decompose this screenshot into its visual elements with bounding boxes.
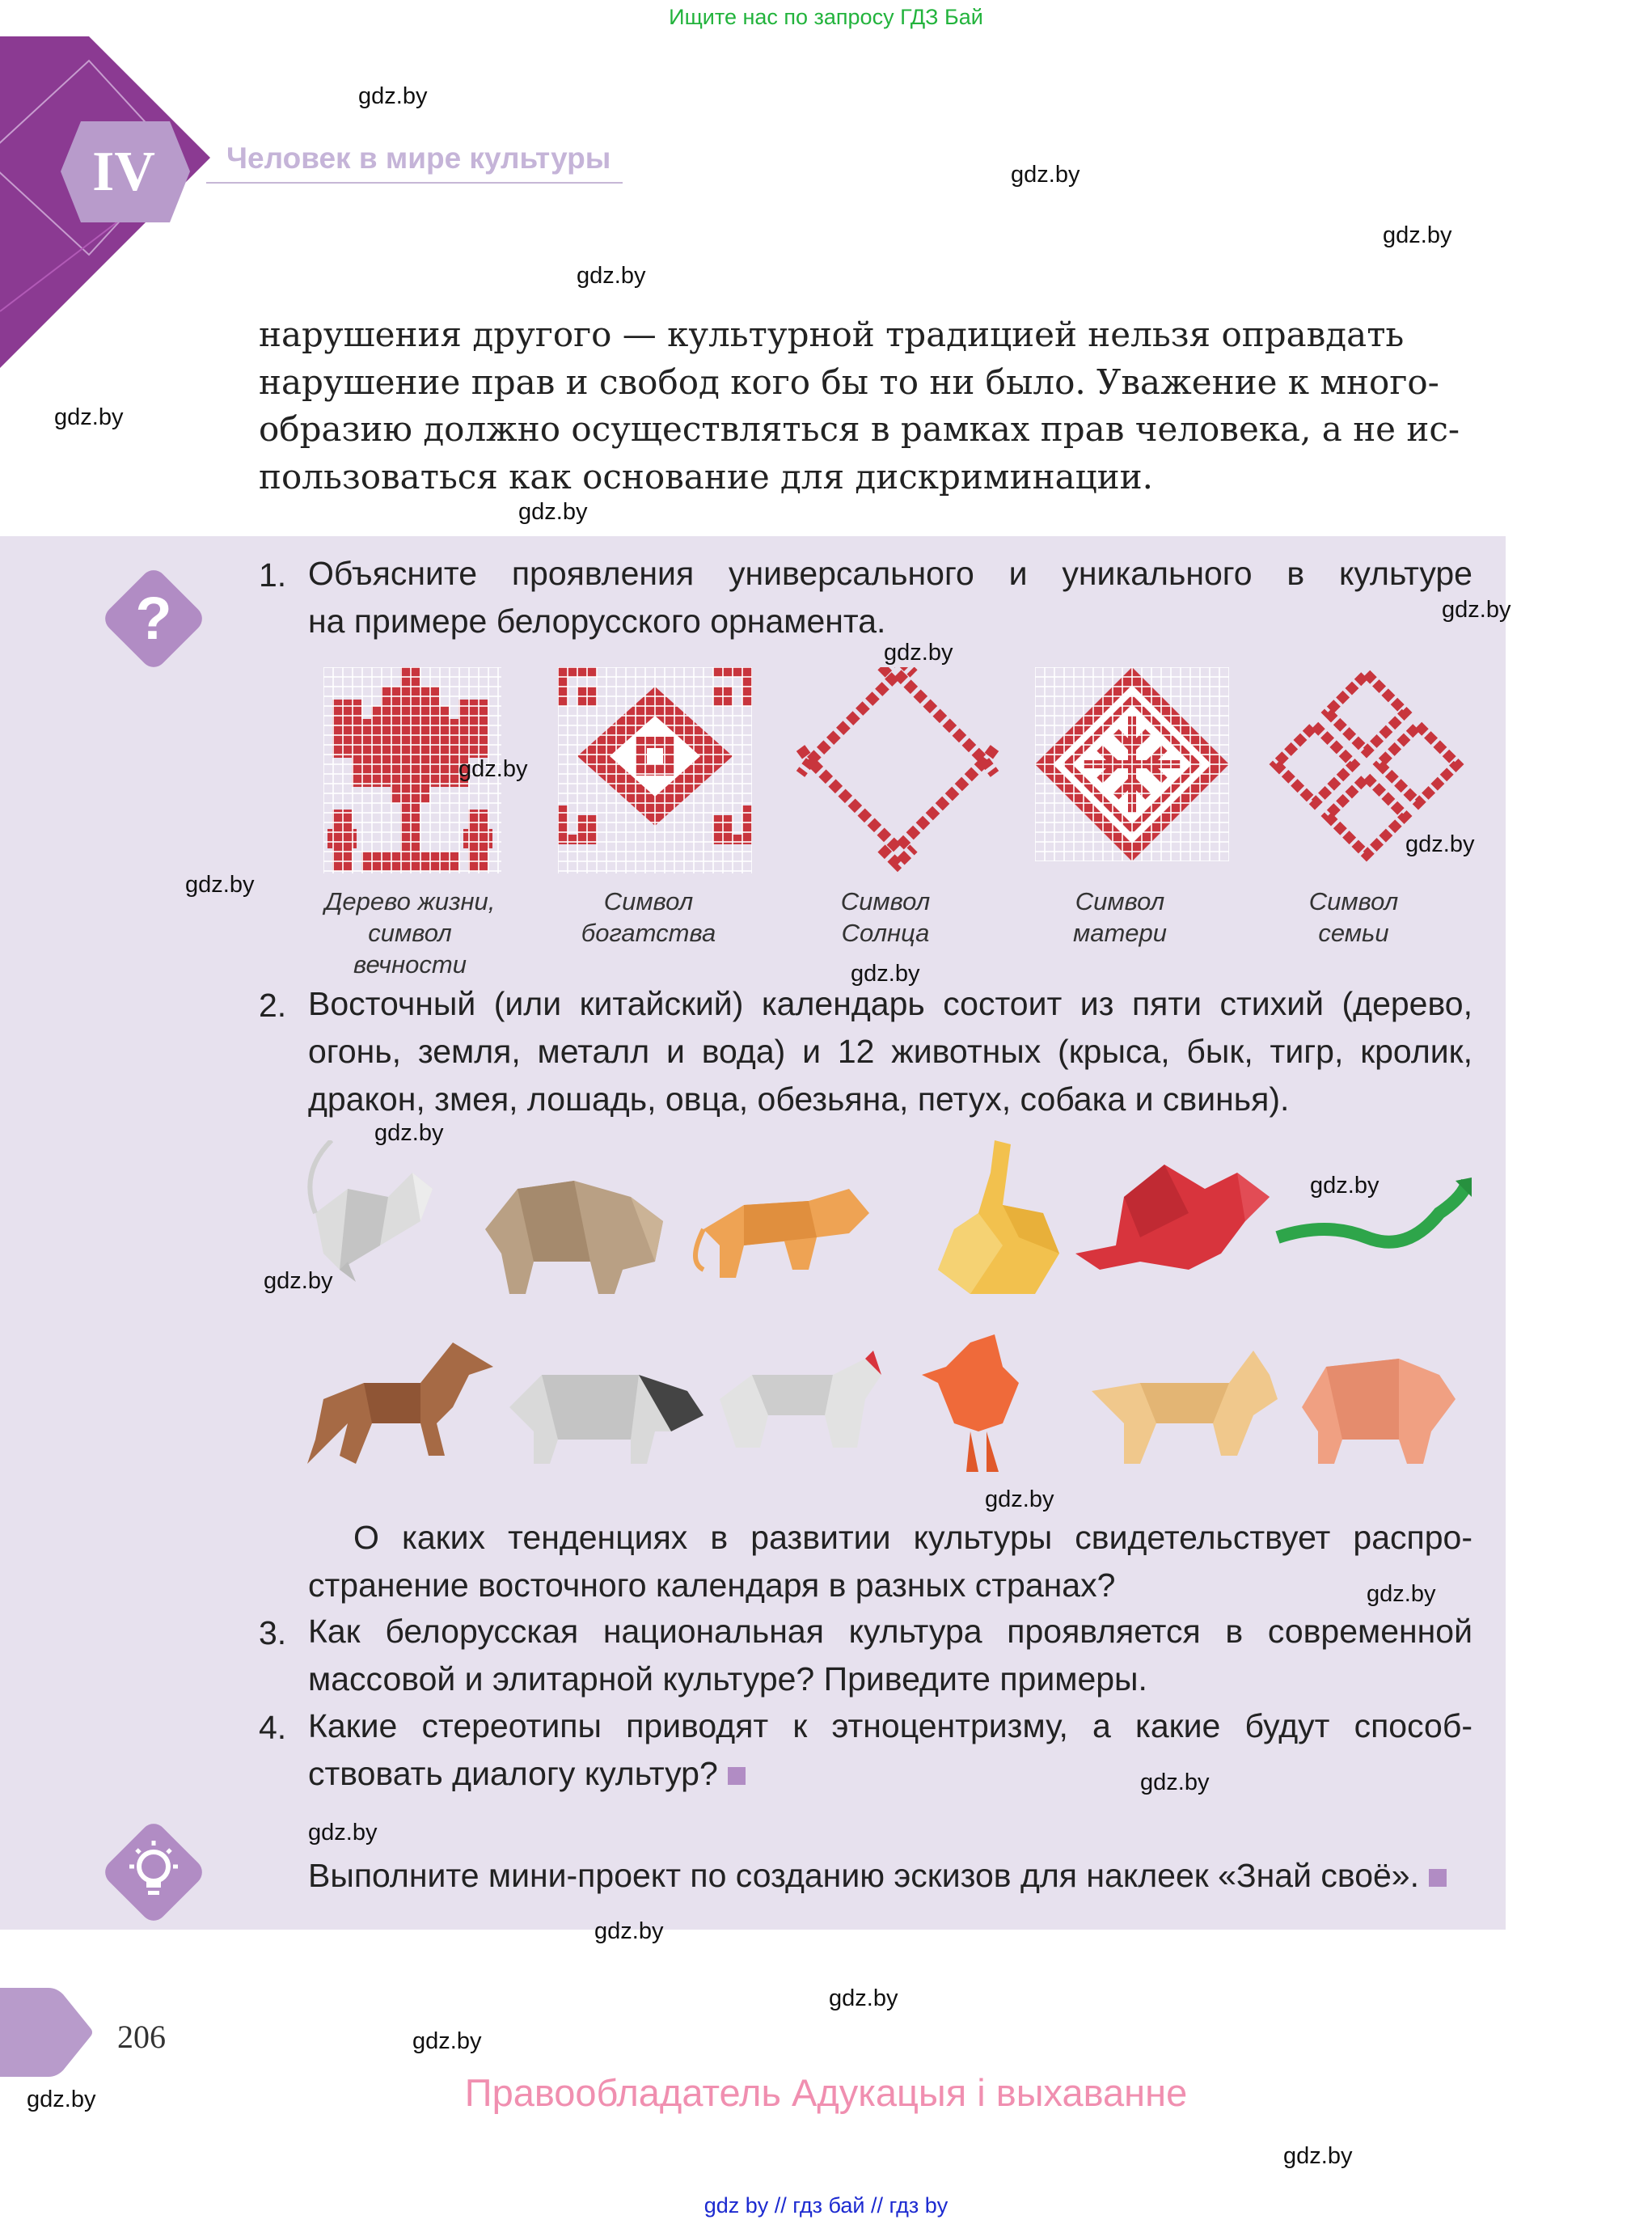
ornament-caption: Символ матери xyxy=(1072,887,1168,947)
watermark: gdz.by xyxy=(27,2087,96,2112)
watermark: gdz.by xyxy=(1011,162,1080,188)
intro-paragraph xyxy=(259,311,1506,501)
page-number-tab xyxy=(0,1988,93,2077)
watermark: gdz.by xyxy=(1140,1769,1210,1795)
ornament-mother xyxy=(1035,667,1229,861)
rat-icon xyxy=(310,1140,433,1282)
intro-line: нарушения другого — культурной традицией нельзя оправдать xyxy=(259,315,1405,354)
watermark: gdz.by xyxy=(1405,831,1475,857)
ornament-caption: Символ семьи xyxy=(1308,887,1399,947)
svg-text:?: ? xyxy=(135,585,172,652)
bottom-links[interactable]: gdz by // гдз бай // гдз by xyxy=(703,2193,949,2218)
intro-line: образию должно осуществляться в рамках прав человека, а не ис- xyxy=(259,409,1460,449)
watermark: gdz.by xyxy=(1383,222,1452,248)
pig-icon xyxy=(1302,1359,1456,1464)
ornament-caption: Дерево жизни, символ вечности xyxy=(324,887,496,979)
origami-animals-row-2 xyxy=(307,1334,1472,1476)
ornament-sun xyxy=(801,667,995,865)
question-number: 3. xyxy=(259,1614,287,1651)
watermark: gdz.by xyxy=(374,1120,444,1146)
question-number: 1. xyxy=(259,556,287,594)
question-number: 4. xyxy=(259,1709,287,1746)
watermark: gdz.by xyxy=(851,961,920,987)
lightbulb-icon xyxy=(93,1812,214,1933)
rooster-icon xyxy=(922,1334,1019,1472)
question-1-line: на примере белорусского орнамента. xyxy=(308,603,886,640)
watermark: gdz.by xyxy=(54,404,124,430)
chapter-title-underline xyxy=(206,182,623,184)
watermark: gdz.by xyxy=(358,83,428,109)
watermark: gdz.by xyxy=(1283,2143,1353,2169)
question-3-line: Как белорусская национальная культура проявляется в современной xyxy=(308,1613,1472,1650)
question-number: 2. xyxy=(259,987,287,1024)
ornament-caption: Символ Солнца xyxy=(840,887,931,947)
project-task: Выполните мини-проект по созданию эскизов для наклеек «Знай своё». xyxy=(308,1852,1447,1900)
question-3-line: массовой и элитарной культуре? Приведите примеры. xyxy=(308,1660,1147,1698)
watermark: gdz.by xyxy=(1367,1581,1436,1607)
intro-line: пользоваться как основание для дискриминации. xyxy=(259,456,1153,497)
monkey-icon xyxy=(720,1351,881,1448)
watermark: gdz.by xyxy=(577,263,646,289)
end-marker xyxy=(728,1767,746,1785)
question-2-followup: О каких тенденциях в развитии культуры свидетельствует распро- xyxy=(353,1519,1472,1556)
ornament-caption: Символ богатства xyxy=(581,887,716,947)
question-4-line: ствовать диалогу культур? xyxy=(308,1750,746,1798)
origami-animals-row-1 xyxy=(299,1140,1472,1310)
ox-icon xyxy=(485,1181,663,1294)
watermark: gdz.by xyxy=(884,640,953,666)
snake-icon xyxy=(1278,1177,1472,1242)
dragon-icon xyxy=(1075,1165,1270,1270)
chapter-title: Человек в мире культуры xyxy=(226,142,611,175)
watermark: gdz.by xyxy=(594,1918,664,1944)
watermark: gdz.by xyxy=(458,756,528,782)
watermark: gdz.by xyxy=(264,1268,333,1294)
watermark: gdz.by xyxy=(1442,597,1511,623)
page-number: 206 xyxy=(117,2019,166,2055)
watermark: gdz.by xyxy=(185,872,255,898)
question-2-line: дракон, змея, лошадь, овца, обезьяна, петух, собака и свинья). xyxy=(308,1080,1290,1118)
ornament-family xyxy=(1276,674,1457,855)
watermark: gdz.by xyxy=(1310,1173,1379,1199)
tiger-icon xyxy=(695,1189,869,1278)
question-1-line: Объясните проявления универсального и уникального в культуре xyxy=(308,555,1472,592)
copyright-notice: Правообладатель Адукацыя і выхаванне xyxy=(464,2071,1188,2114)
watermark: gdz.by xyxy=(412,2028,482,2054)
watermark: gdz.by xyxy=(518,499,588,525)
end-marker xyxy=(1429,1869,1447,1887)
ornament-wealth xyxy=(558,667,752,873)
question-4-line: Какие стереотипы приводят к этноцентризму, а какие будут способ- xyxy=(308,1707,1472,1744)
question-mark-icon xyxy=(93,558,214,679)
rabbit-icon xyxy=(938,1140,1059,1294)
watermark: gdz.by xyxy=(829,1985,898,2011)
dog-icon xyxy=(1092,1351,1278,1464)
question-2-line: огонь, земля, металл и вода) и 12 животных (крыса, бык, тигр, кролик, xyxy=(308,1033,1472,1070)
watermark: gdz.by xyxy=(308,1820,378,1846)
chapter-number: IV xyxy=(92,141,155,203)
horse-icon xyxy=(307,1342,493,1464)
watermark: gdz.by xyxy=(985,1486,1054,1512)
sheep-icon xyxy=(509,1375,703,1464)
question-2-line: Восточный (или китайский) календарь состоит из пяти стихий (дерево, xyxy=(308,985,1472,1022)
question-2-followup: странение восточного календаря в разных странах? xyxy=(308,1567,1116,1604)
top-search-link[interactable]: Ищите нас по запросу ГДЗ Бай xyxy=(669,5,983,29)
intro-line: нарушение прав и свобод кого бы то ни было. Уважение к много- xyxy=(259,362,1439,402)
